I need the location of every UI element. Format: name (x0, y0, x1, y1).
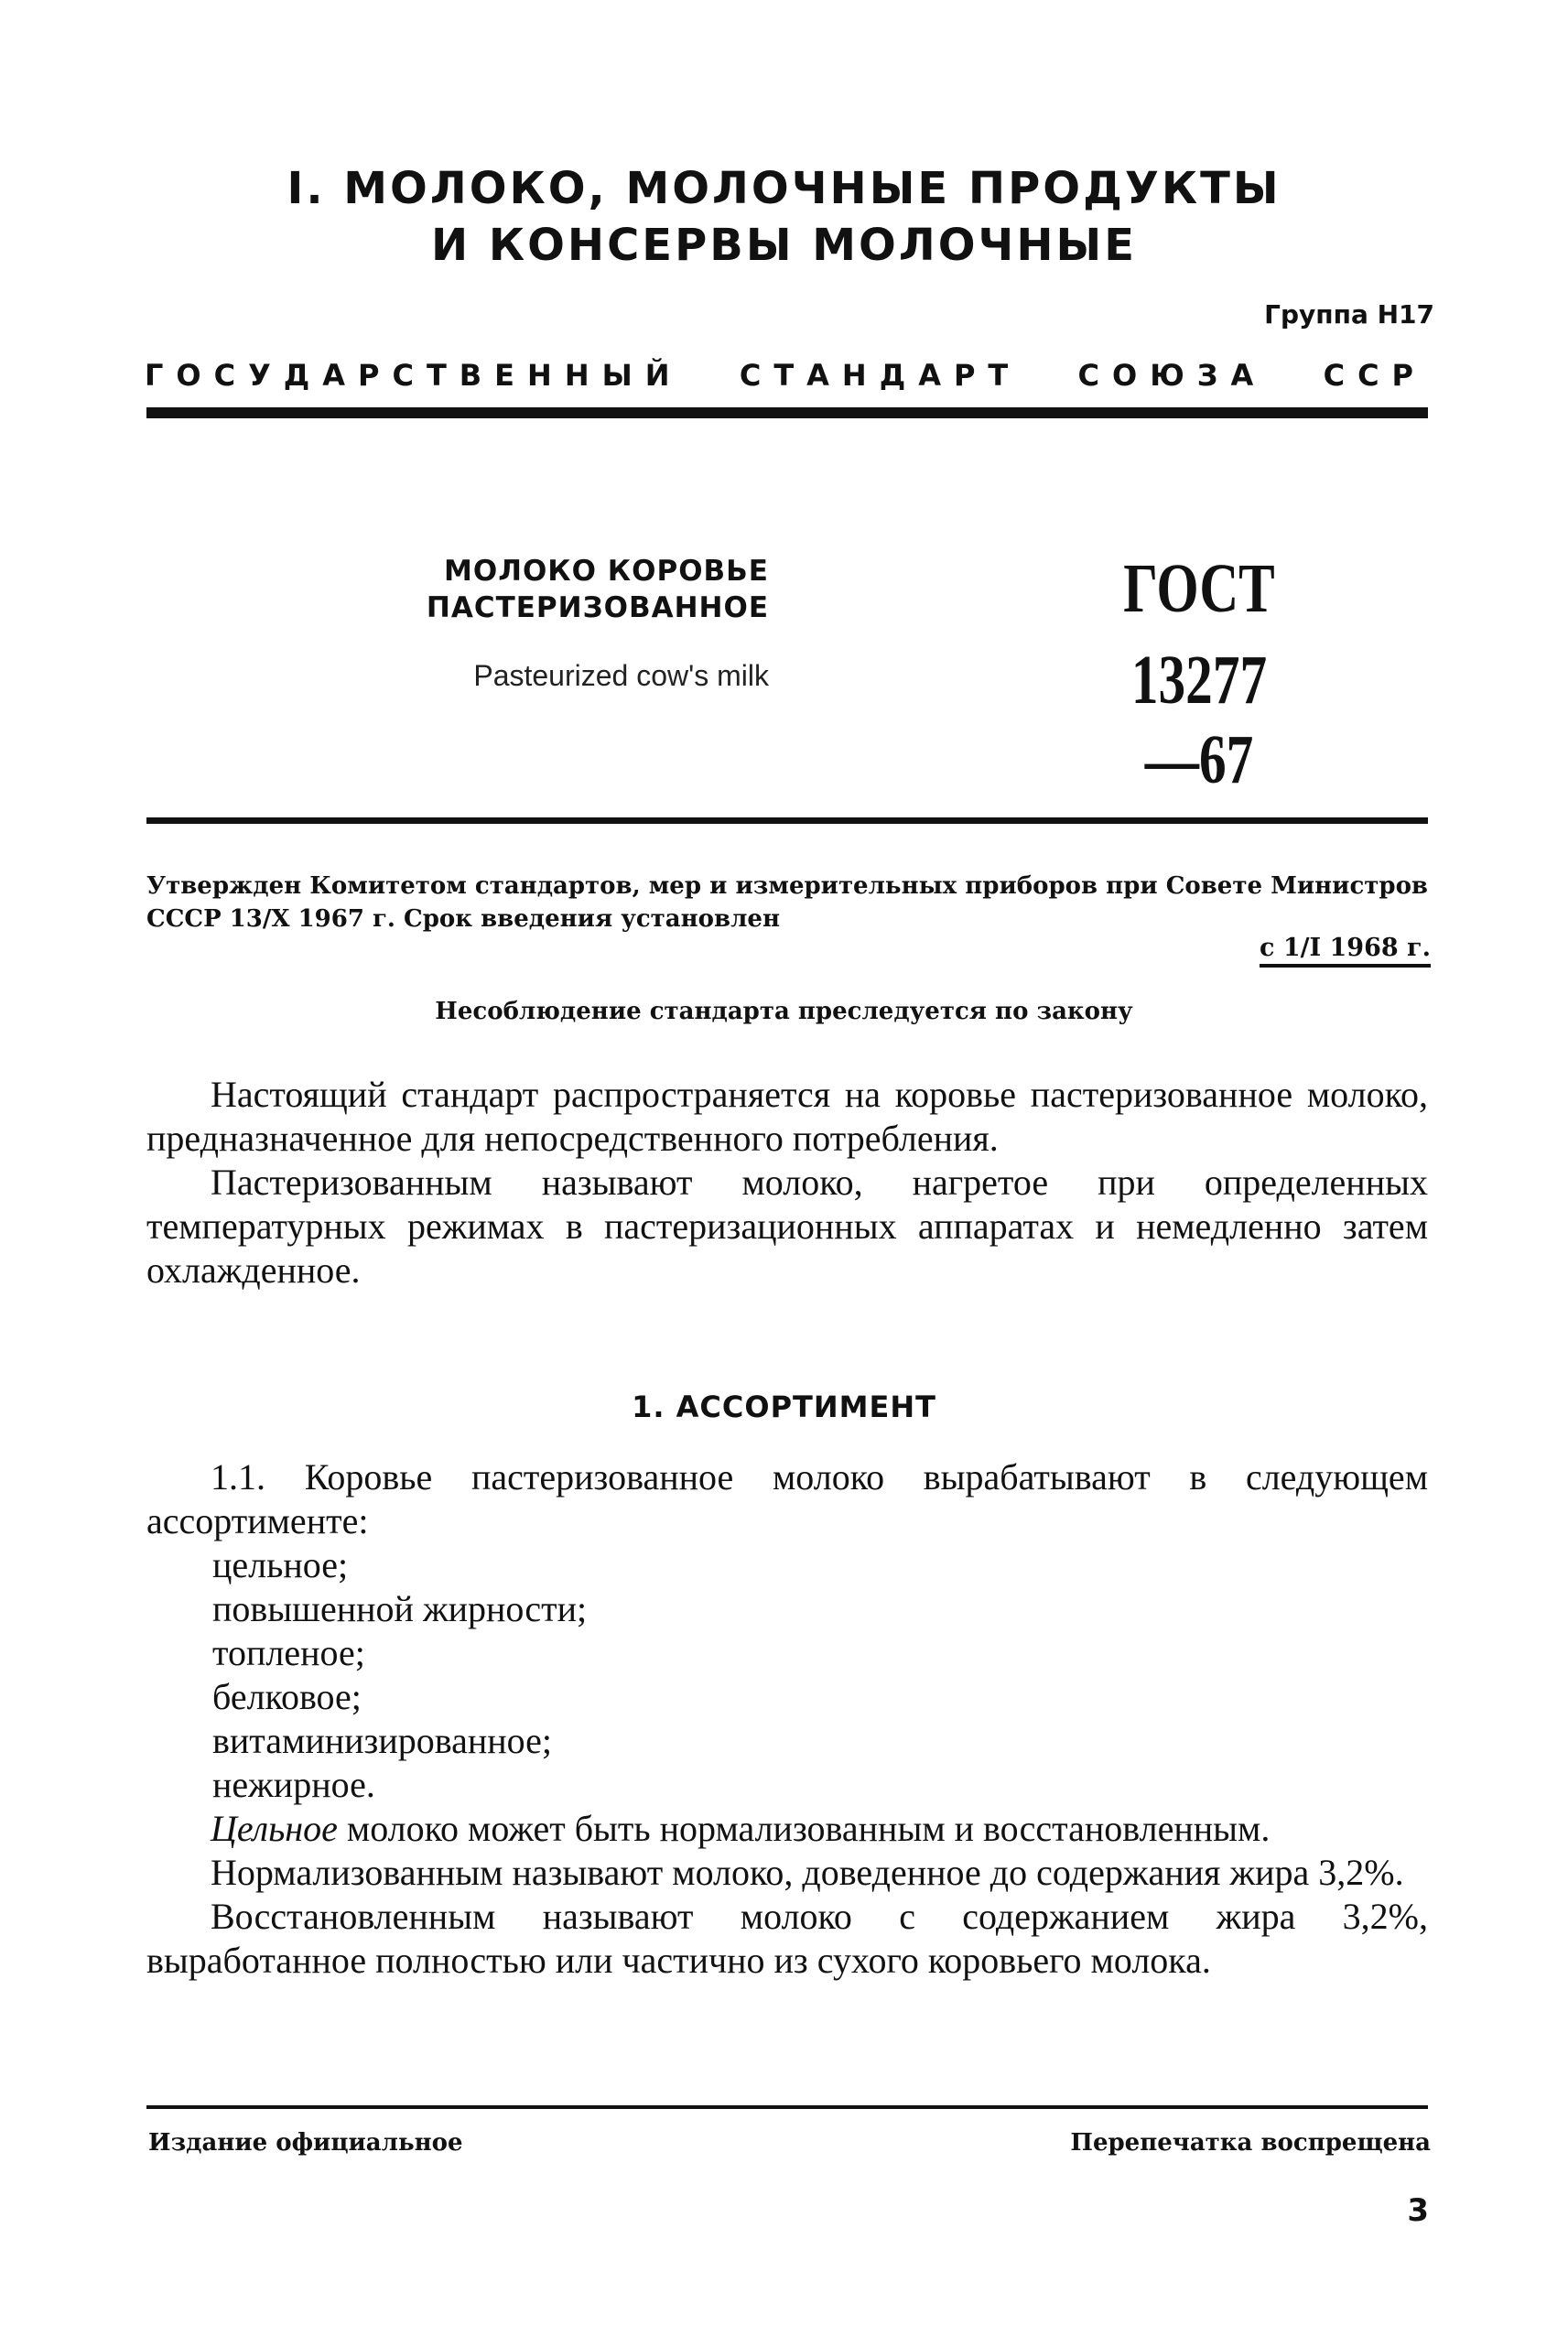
intro-paragraph-1: Настоящий стандарт распространяется на коровье пастеризованное молоко, предназначенное для непосредственного потребления. (146, 1074, 1428, 1159)
section-title-line1: I. МОЛОКО, МОЛОЧНЫЕ ПРОДУКТЫ (287, 163, 1281, 214)
group-code: Группа Н17 (1264, 299, 1434, 330)
state-standard-word-1: ГОСУДАРСТВЕННЫЙ (145, 358, 683, 393)
state-standard-word-4: ССР (1323, 358, 1426, 393)
legal-warning: Несоблюдение стандарта преследуется по закону (435, 998, 1133, 1025)
list-item: цельное; (212, 1544, 349, 1585)
list-item: белковое; (212, 1676, 362, 1717)
gost-label: ГОСТ (1123, 550, 1275, 627)
standard-title-ru (403, 553, 769, 626)
list-item: нежирное. (212, 1764, 375, 1805)
approval-date: с 1/I 1968 г. (1260, 934, 1431, 968)
section-title-line2: И КОНСЕРВЫ МОЛОЧНЫЕ (430, 220, 1138, 271)
gost-number: 13277—67 (1130, 642, 1268, 798)
state-standard-word-2: СТАНДАРТ (739, 358, 1022, 393)
reprint-note: Перепечатка воспрещена (1070, 2129, 1431, 2157)
intro-block (146, 1073, 1428, 1292)
title-rule (146, 817, 1428, 824)
standard-title-en: Pasteurized cow's milk (473, 659, 769, 692)
standard-title-ru-line2: ПАСТЕРИЗОВАННОЕ (426, 591, 769, 624)
standard-title-ru-line1: МОЛОКО КОРОВЬЕ (444, 555, 769, 588)
list-item: витаминизированное; (212, 1720, 553, 1761)
section1-p1: 1.1. Коровье пастеризованное молоко вырабатывают в следующем ассортименте: (146, 1456, 1428, 1541)
state-standard-header (145, 358, 1426, 393)
edition-note: Издание официальное (148, 2129, 463, 2157)
footer-rule (146, 2105, 1428, 2109)
list-item: повышенной жирности; (212, 1588, 588, 1629)
section1-p2-rest: молоко может быть нормализованным и восстановленным. (337, 1808, 1271, 1849)
intro-paragraph-2: Пастеризованным называют молоко, нагретое при определенных температурных режимах в пастеризационных аппаратах и немедленно затем охлажденное. (146, 1162, 1428, 1291)
section1-paragraphs (146, 1807, 1428, 1983)
section1-p2-italic: Цельное (211, 1808, 338, 1849)
approval-text: Утвержден Комитетом стандартов, мер и измерительных приборов при Совете Министров СССР 13/X 1967 г. Срок введения установлен (146, 872, 1428, 933)
section1-paragraph-1 (146, 1455, 1428, 1543)
page-number: 3 (1407, 2192, 1429, 2229)
section1-p2 (146, 1807, 1428, 1851)
state-standard-word-3: СОЮЗА (1077, 358, 1267, 393)
section1-p4: Восстановленным называют молоко с содержанием жира 3,2%, выработанное полностью или частично из сухого коровьего молока. (146, 1896, 1428, 1981)
section1-p3: Нормализованным называют молоко, доведенное до содержания жира 3,2%. (211, 1852, 1404, 1893)
header-thick-rule (146, 407, 1428, 418)
list-item: топленое; (212, 1632, 365, 1673)
section-heading: 1. АССОРТИМЕНТ (632, 1390, 936, 1424)
